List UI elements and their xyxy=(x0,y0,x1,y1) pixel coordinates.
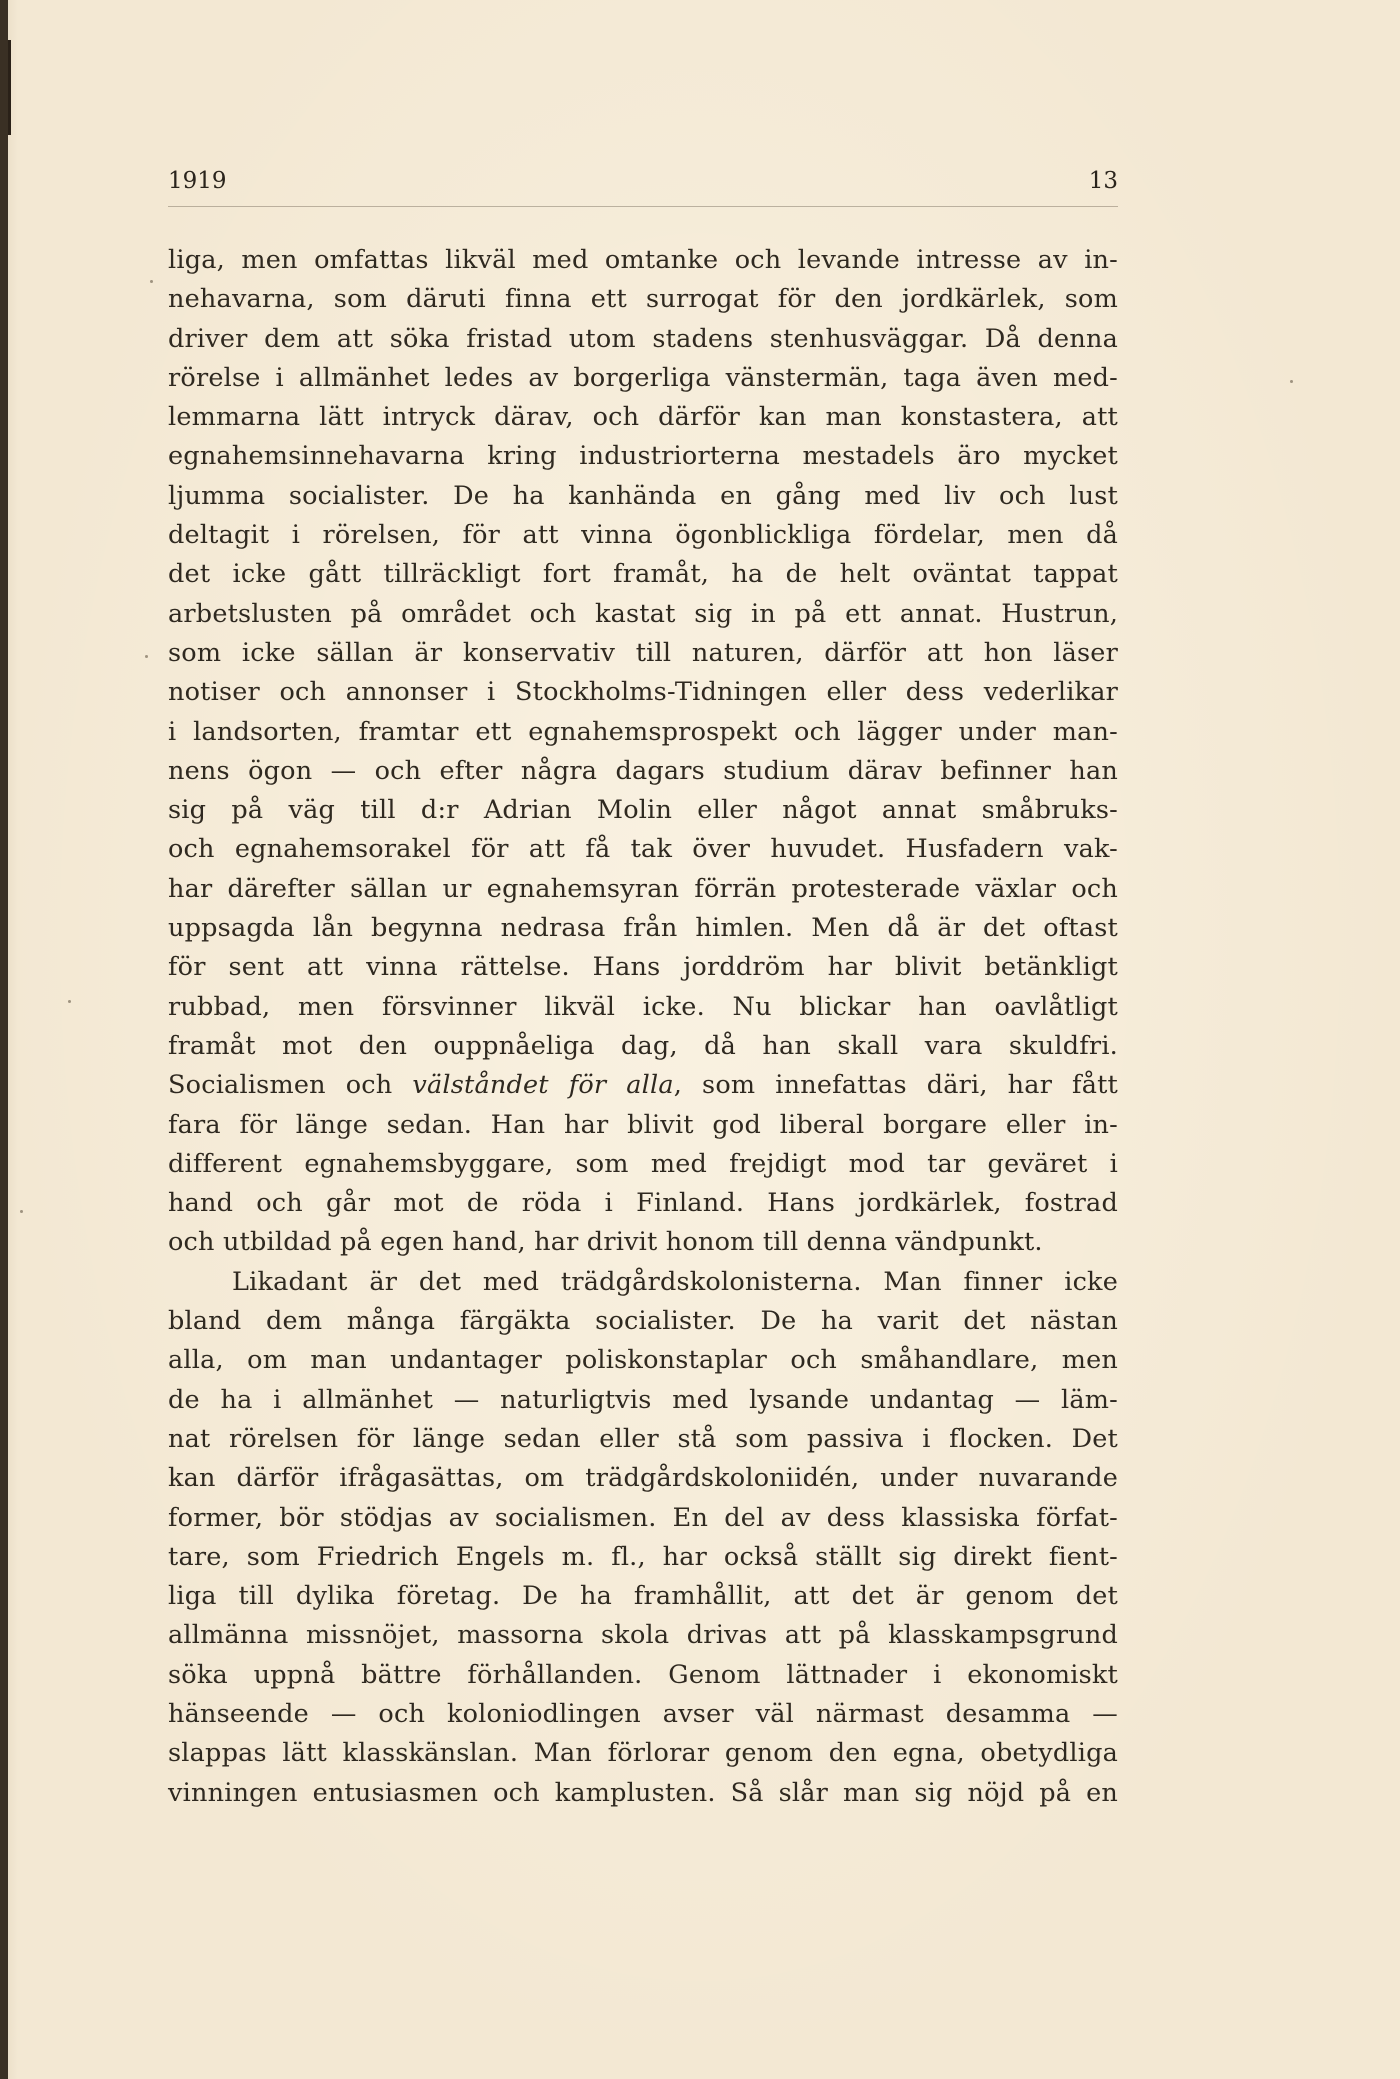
italic-phrase: välståndet för alla xyxy=(412,1070,674,1101)
binding-edge xyxy=(0,0,8,2079)
text-line: arbetslusten på området och kastat sig in på ett annat. Hustrun, xyxy=(168,598,1118,629)
text-line: hand och går mot de röda i Finland. Hans jordkärlek, fostrad xyxy=(168,1188,1118,1219)
text-line: allmänna missnöjet, massorna skola drivas att på klasskampsgrund xyxy=(168,1620,1118,1651)
paper-speck xyxy=(1290,380,1293,383)
text-line: det icke gått tillräckligt fort framåt, ha de helt oväntat tappat xyxy=(168,559,1118,590)
text-line: rörelse i allmänhet ledes av borgerliga vänstermän, taga även med- xyxy=(168,362,1118,393)
text-line: deltagit i rörelsen, för att vinna ögonblickliga fördelar, men då xyxy=(168,520,1118,551)
text-line: nat rörelsen för länge sedan eller stå som passiva i flocken. Det xyxy=(168,1423,1118,1454)
text-line: Socialismen och välståndet för alla, som innefattas däri, har fått xyxy=(168,1070,1118,1101)
body-text xyxy=(168,241,1118,1813)
binding-mark xyxy=(8,40,11,135)
running-header xyxy=(168,168,1118,208)
text-line: different egnahemsbyggare, som med frejdigt mod tar geväret i xyxy=(168,1148,1118,1179)
text-line: notiser och annonser i Stockholms-Tidningen eller dess vederlikar xyxy=(168,677,1118,708)
text-line: fara för länge sedan. Han har blivit god liberal borgare eller in- xyxy=(168,1109,1118,1140)
text-line: ljumma socialister. De ha kanhända en gång med liv och lust xyxy=(168,480,1118,511)
paragraph-end-line: och utbildad på egen hand, har drivit honom till denna vändpunkt. xyxy=(168,1227,1043,1258)
text-line: bland dem många färgäkta socialister. De ha varit det nästan xyxy=(168,1306,1118,1337)
paragraph-start-line: Likadant är det med trädgårdskolonisterna. Man finner icke xyxy=(232,1266,1118,1297)
header-rule xyxy=(168,206,1118,207)
text-line: för sent att vinna rättelse. Hans jorddröm har blivit betänkligt xyxy=(168,952,1118,983)
text-line: former, bör stödjas av socialismen. En del av dess klassiska förfat- xyxy=(168,1502,1118,1533)
text-line: nehavarna, som däruti finna ett surrogat för den jordkärlek, som xyxy=(168,284,1118,315)
text-line: driver dem att söka fristad utom stadens stenhusväggar. Då denna xyxy=(168,323,1118,354)
header-year: 1919 xyxy=(168,168,227,194)
text-line: slappas lätt klasskänslan. Man förlorar genom den egna, obetydliga xyxy=(168,1738,1118,1769)
paper-speck xyxy=(145,655,148,658)
text-line: liga, men omfattas likväl med omtanke och levande intresse av in- xyxy=(168,245,1118,275)
text-line: sig på väg till d:r Adrian Molin eller något annat småbruks- xyxy=(168,795,1118,826)
text-line: som icke sällan är konservativ till naturen, därför att hon läser xyxy=(168,637,1118,668)
text-line: liga till dylika företag. De ha framhållit, att det är genom det xyxy=(168,1581,1118,1612)
text-line: egnahemsinnehavarna kring industriorterna mestadels äro mycket xyxy=(168,441,1118,472)
text-line: alla, om man undantager poliskonstaplar och småhandlare, men xyxy=(168,1345,1118,1376)
text-line: tare, som Friedrich Engels m. fl., har också ställt sig direkt fient- xyxy=(168,1541,1118,1572)
text-line: de ha i allmänhet — naturligtvis med lysande undantag — läm- xyxy=(168,1384,1118,1415)
text-line: har därefter sällan ur egnahemsyran förrän protesterade växlar och xyxy=(168,873,1118,904)
text-line: vinningen entusiasmen och kamplusten. Så slår man sig nöjd på en xyxy=(168,1777,1118,1808)
text-line: söka uppnå bättre förhållanden. Genom lättnader i ekonomiskt xyxy=(168,1659,1118,1690)
text-line: nens ögon — och efter några dagars studium därav befinner han xyxy=(168,755,1118,786)
page-number: 13 xyxy=(1088,168,1118,194)
text-line: framåt mot den ouppnåeliga dag, då han skall vara skuldfri. xyxy=(168,1030,1118,1061)
paper-speck xyxy=(150,280,153,283)
text-line: lemmarna lätt intryck därav, och därför kan man konstastera, att xyxy=(168,402,1118,433)
paper-speck xyxy=(20,1210,23,1213)
text-line: rubbad, men försvinner likväl icke. Nu blickar han oavlåtligt xyxy=(168,991,1118,1022)
text-line: i landsorten, framtar ett egnahemsprospekt och lägger under man- xyxy=(168,716,1118,747)
text-line: uppsagda lån begynna nedrasa från himlen. Men då är det oftast xyxy=(168,913,1118,944)
text-line: kan därför ifrågasättas, om trädgårdskoloniidén, under nuvarande xyxy=(168,1463,1118,1494)
text-line: hänseende — och koloniodlingen avser väl närmast desamma — xyxy=(168,1698,1118,1729)
paper-speck xyxy=(68,1000,71,1003)
text-line: och egnahemsorakel för att få tak över huvudet. Husfadern vak- xyxy=(168,834,1118,865)
